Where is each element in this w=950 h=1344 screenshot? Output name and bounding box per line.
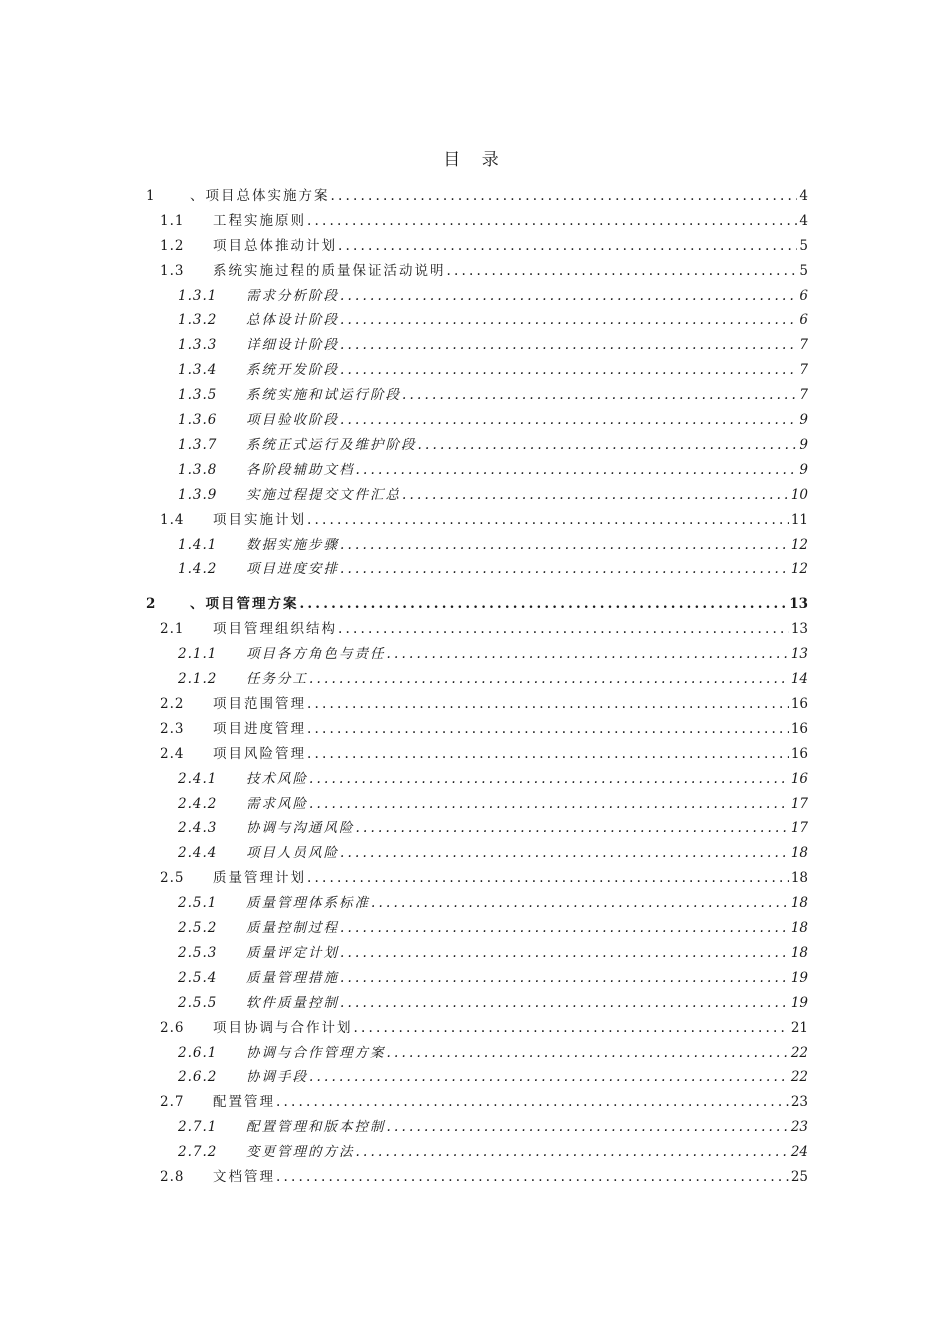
toc-entry-number: 1.3.8 [178,462,218,478]
toc-leader-dots [309,794,789,814]
toc-entry[interactable] [0,211,950,231]
toc-entry[interactable] [0,818,950,838]
toc-entry-page: 18 [790,845,808,861]
toc-entry-body [213,719,808,739]
toc-entry[interactable] [0,385,950,405]
toc-leader-dots [356,460,798,480]
toc-entry-page: 6 [799,288,808,304]
toc-entry-number: 2.4.3 [178,820,218,836]
toc-entry-body [246,1067,808,1087]
toc-entry-page: 4 [799,213,808,229]
toc-entry-number: 2 [146,596,156,612]
toc-entry-title: 变更管理的方法 [246,1144,355,1160]
toc-entry-body [213,510,808,530]
toc-entry-page: 18 [790,920,808,936]
toc-entry[interactable] [0,236,950,256]
toc-leader-dots [340,968,789,988]
toc-leader-dots [402,485,789,505]
toc-leader-dots [307,719,789,739]
toc-entry-title: 详细设计阶段 [246,337,339,353]
toc-entry-title: 配置管理 [213,1094,275,1110]
toc-leader-dots [307,694,789,714]
toc-entry-number: 2.5 [160,870,185,886]
toc-entry-number: 2.5.3 [178,945,218,961]
toc-entry-number: 1.3.1 [178,288,218,304]
toc-entry-title: 配置管理和版本控制 [246,1119,386,1135]
toc-entry-page: 18 [790,945,808,961]
toc-entry-number: 1 [146,188,155,204]
toc-leader-dots [276,1167,789,1187]
toc-entry-number: 2.4.1 [178,771,218,787]
toc-entry-body [246,460,808,480]
toc-entry[interactable] [0,510,950,530]
toc-entry-body [246,1117,808,1137]
toc-entry-number: 2.5.1 [178,895,218,911]
toc-leader-dots [338,619,789,639]
toc-entry-body [246,435,808,455]
toc-leader-dots [387,1117,789,1137]
toc-entry-body [213,868,808,888]
toc-entry-page: 19 [790,995,808,1011]
toc-entry-body [246,410,808,430]
toc-entry-body [246,644,808,664]
toc-entry-number: 1.4.1 [178,537,218,553]
toc-leader-dots [402,385,797,405]
toc-entry-page: 16 [790,696,808,712]
toc-entry-title: 项目总体推动计划 [213,238,337,254]
toc-entry-title: 协调与合作管理方案 [246,1045,386,1061]
toc-entry-title: 系统实施过程的质量保证活动说明 [213,263,446,279]
toc-leader-dots [340,410,797,430]
toc-entry[interactable] [0,460,950,480]
toc-entry-title: 协调与沟通风险 [246,820,355,836]
toc-leader-dots [309,769,789,789]
toc-entry-body [246,559,808,579]
toc-leader-dots [309,1067,789,1087]
toc-entry-title: 任务分工 [246,671,308,687]
toc-entry[interactable] [0,594,950,614]
toc-leader-dots [340,535,789,555]
toc-entry-page: 10 [790,487,808,503]
toc-entry-body [246,818,808,838]
toc-entry-title: 文档管理 [213,1169,275,1185]
toc-entry-page: 17 [790,820,808,836]
toc-entry-number: 1.3.7 [178,437,218,453]
toc-entry[interactable] [0,1067,950,1087]
toc-entry-title: 、项目总体实施方案 [190,188,330,204]
toc-entry[interactable] [0,968,950,988]
toc-leader-dots [447,261,798,281]
toc-entry[interactable] [0,1092,950,1112]
toc-entry-page: 23 [790,1119,808,1135]
toc-leader-dots [418,435,798,455]
toc-entry[interactable] [0,769,950,789]
toc-entry-page: 13 [790,646,808,662]
toc-entry-page: 13 [790,621,808,637]
toc-entry-page: 14 [790,671,808,687]
toc-leader-dots [300,594,788,614]
toc-entry-number: 2.3 [160,721,185,737]
toc-entry-number: 1.2 [160,238,185,254]
toc-leader-dots [340,335,797,355]
toc-leader-dots [340,360,797,380]
toc-entry-body [213,1018,808,1038]
toc-leader-dots [356,1142,789,1162]
toc-leader-dots [307,868,789,888]
toc-entry-title: 项目各方角色与责任 [246,646,386,662]
toc-leader-dots [356,818,789,838]
toc-entry-title: 项目范围管理 [213,696,306,712]
toc-entry-body [246,968,808,988]
toc-entry-body [213,744,808,764]
toc-entry-page: 21 [790,1020,808,1036]
toc-entry[interactable] [0,694,950,714]
toc-entry-page: 19 [790,970,808,986]
toc-entry-body [246,310,808,330]
toc-leader-dots [340,310,797,330]
toc-entry-title: 项目风险管理 [213,746,306,762]
toc-leader-dots [307,211,797,231]
toc-leader-dots [340,943,789,963]
toc-entry-body [213,261,808,281]
toc-entry-number: 1.3.4 [178,362,218,378]
toc-entry-number: 2.4.4 [178,845,218,861]
toc-entry-number: 2.7.1 [178,1119,218,1135]
toc-entry[interactable] [0,335,950,355]
toc-entry[interactable] [0,310,950,330]
toc-entry-body [213,1167,808,1187]
toc-entry-title: 项目人员风险 [246,845,339,861]
toc-entry-title: 工程实施原则 [213,213,306,229]
toc-entry-number: 2.8 [160,1169,185,1185]
toc-leader-dots [371,893,789,913]
toc-entry-title: 、项目管理方案 [190,596,299,612]
toc-entry-title: 质量评定计划 [246,945,339,961]
toc-entry-title: 项目进度管理 [213,721,306,737]
toc-entry-number: 2.6.2 [178,1069,218,1085]
toc-leader-dots [307,510,789,530]
toc-entry[interactable] [0,943,950,963]
toc-entry-page: 5 [799,263,808,279]
toc-leader-dots [276,1092,789,1112]
toc-leader-dots [338,236,797,256]
toc-entry[interactable] [0,1018,950,1038]
toc-leader-dots [307,744,789,764]
toc-entry-page: 5 [799,238,808,254]
toc-entry-number: 2.6.1 [178,1045,218,1061]
toc-entry-number: 1.4 [160,512,185,528]
toc-entry-number: 1.3.3 [178,337,218,353]
toc-heading: 目 录 [443,150,507,170]
toc-entry[interactable] [0,261,950,281]
toc-entry-body [246,335,808,355]
toc-entry[interactable] [0,868,950,888]
toc-entry[interactable] [0,843,950,863]
toc-entry-title: 质量控制过程 [246,920,339,936]
toc-entry-number: 2.1 [160,621,185,637]
toc-entry-title: 技术风险 [246,771,308,787]
toc-entry-title: 总体设计阶段 [246,312,339,328]
toc-entry-body [213,1092,808,1112]
toc-entry-page: 18 [790,870,808,886]
toc-entry[interactable] [0,186,950,206]
toc-entry[interactable] [0,619,950,639]
toc-entry-number: 1.3.6 [178,412,218,428]
toc-entry-body [246,769,808,789]
toc-entry[interactable] [0,993,950,1013]
toc-entry-number: 2.5.4 [178,970,218,986]
toc-entry[interactable] [0,918,950,938]
toc-entry-body [246,535,808,555]
toc-entry-body [246,943,808,963]
toc-entry-page: 7 [799,387,808,403]
toc-entry-page: 9 [799,462,808,478]
toc-entry-title: 质量管理措施 [246,970,339,986]
toc-entry-number: 1.4.2 [178,561,218,577]
toc-entry-body [246,286,808,306]
toc-entry-body [246,993,808,1013]
toc-entry-body [246,794,808,814]
toc-entry-number: 1.3.9 [178,487,218,503]
toc-entry-page: 22 [790,1045,808,1061]
toc-entry-number: 2.4.2 [178,796,218,812]
toc-entry-page: 18 [790,895,808,911]
toc-entry-number: 2.5.2 [178,920,218,936]
toc-entry-page: 17 [790,796,808,812]
toc-entry-title: 项目进度安排 [246,561,339,577]
toc-entry[interactable] [0,360,950,380]
toc-leader-dots [340,993,789,1013]
toc-entry-title: 项目实施计划 [213,512,306,528]
toc-entry[interactable] [0,644,950,664]
toc-entry-title: 实施过程提交文件汇总 [246,487,401,503]
toc-entry-body [213,236,808,256]
toc-entry[interactable] [0,719,950,739]
toc-entry-body [213,694,808,714]
toc-entry-page: 22 [790,1069,808,1085]
toc-entry[interactable] [0,744,950,764]
toc-entry[interactable] [0,1117,950,1137]
toc-entry-page: 9 [799,437,808,453]
toc-entry-title: 软件质量控制 [246,995,339,1011]
toc-entry-page: 16 [790,746,808,762]
toc-entry[interactable] [0,1167,950,1187]
toc-entry[interactable] [0,1043,950,1063]
toc-entry-title: 项目验收阶段 [246,412,339,428]
toc-entry-body [213,619,808,639]
toc-entry-title: 各阶段辅助文档 [246,462,355,478]
toc-entry-body [190,186,808,206]
toc-entry-page: 24 [790,1144,808,1160]
toc-entry-page: 4 [799,188,808,204]
toc-entry-body [246,669,808,689]
toc-entry-number: 2.4 [160,746,185,762]
toc-entry-body [246,1043,808,1063]
toc-entry[interactable] [0,535,950,555]
toc-entry-title: 协调手段 [246,1069,308,1085]
toc-entry-number: 2.6 [160,1020,185,1036]
toc-leader-dots [309,669,789,689]
toc-entry-number: 2.5.5 [178,995,218,1011]
toc-leader-dots [387,644,789,664]
toc-entry-page: 12 [790,537,808,553]
toc-entry-number: 2.1.1 [178,646,218,662]
toc-entry-body [246,843,808,863]
toc-entry-title: 项目协调与合作计划 [213,1020,353,1036]
toc-entry-page: 6 [799,312,808,328]
toc-entry-page: 7 [799,337,808,353]
toc-entry-title: 数据实施步骤 [246,537,339,553]
toc-entry[interactable] [0,485,950,505]
toc-entry[interactable] [0,669,950,689]
toc-entry-title: 质量管理计划 [213,870,306,886]
toc-entry-page: 23 [790,1094,808,1110]
toc-entry[interactable] [0,286,950,306]
toc-entry-title: 系统开发阶段 [246,362,339,378]
toc-entry-body [246,918,808,938]
toc-leader-dots [340,918,789,938]
toc-entry-page: 12 [790,561,808,577]
toc-entry-page: 11 [790,512,808,528]
toc-entry-body [213,211,808,231]
toc-entry-body [246,360,808,380]
toc-entry-title: 系统正式运行及维护阶段 [246,437,417,453]
toc-leader-dots [340,286,797,306]
toc-entry-body [190,594,808,614]
toc-entry-body [246,893,808,913]
toc-entry-title: 需求分析阶段 [246,288,339,304]
toc-leader-dots [340,843,789,863]
toc-entry-number: 1.3 [160,263,185,279]
toc-entry-title: 系统实施和试运行阶段 [246,387,401,403]
toc-entry[interactable] [0,410,950,430]
toc-entry-number: 2.7.2 [178,1144,218,1160]
toc-entry-body [246,385,808,405]
toc-entry[interactable] [0,435,950,455]
toc-leader-dots [331,186,798,206]
toc-entry-page: 16 [790,771,808,787]
toc-entry-number: 1.1 [160,213,185,229]
toc-leader-dots [354,1018,789,1038]
toc-entry-page: 13 [789,596,808,612]
toc-entry[interactable] [0,559,950,579]
toc-entry-page: 16 [790,721,808,737]
toc-entry-body [246,485,808,505]
toc-entry-number: 1.3.5 [178,387,218,403]
toc-entry[interactable] [0,1142,950,1162]
toc-entry-title: 项目管理组织结构 [213,621,337,637]
toc-leader-dots [387,1043,789,1063]
toc-entry[interactable] [0,794,950,814]
toc-entry-number: 2.7 [160,1094,185,1110]
toc-entry-number: 2.1.2 [178,671,218,687]
toc-entry-page: 9 [799,412,808,428]
toc-entry-page: 7 [799,362,808,378]
toc-entry-number: 2.2 [160,696,185,712]
toc-entry-number: 1.3.2 [178,312,218,328]
toc-entry-page: 25 [790,1169,808,1185]
toc-entry[interactable] [0,893,950,913]
toc-entry-title: 需求风险 [246,796,308,812]
toc-leader-dots [340,559,789,579]
toc-entry-body [246,1142,808,1162]
toc-entry-title: 质量管理体系标准 [246,895,370,911]
